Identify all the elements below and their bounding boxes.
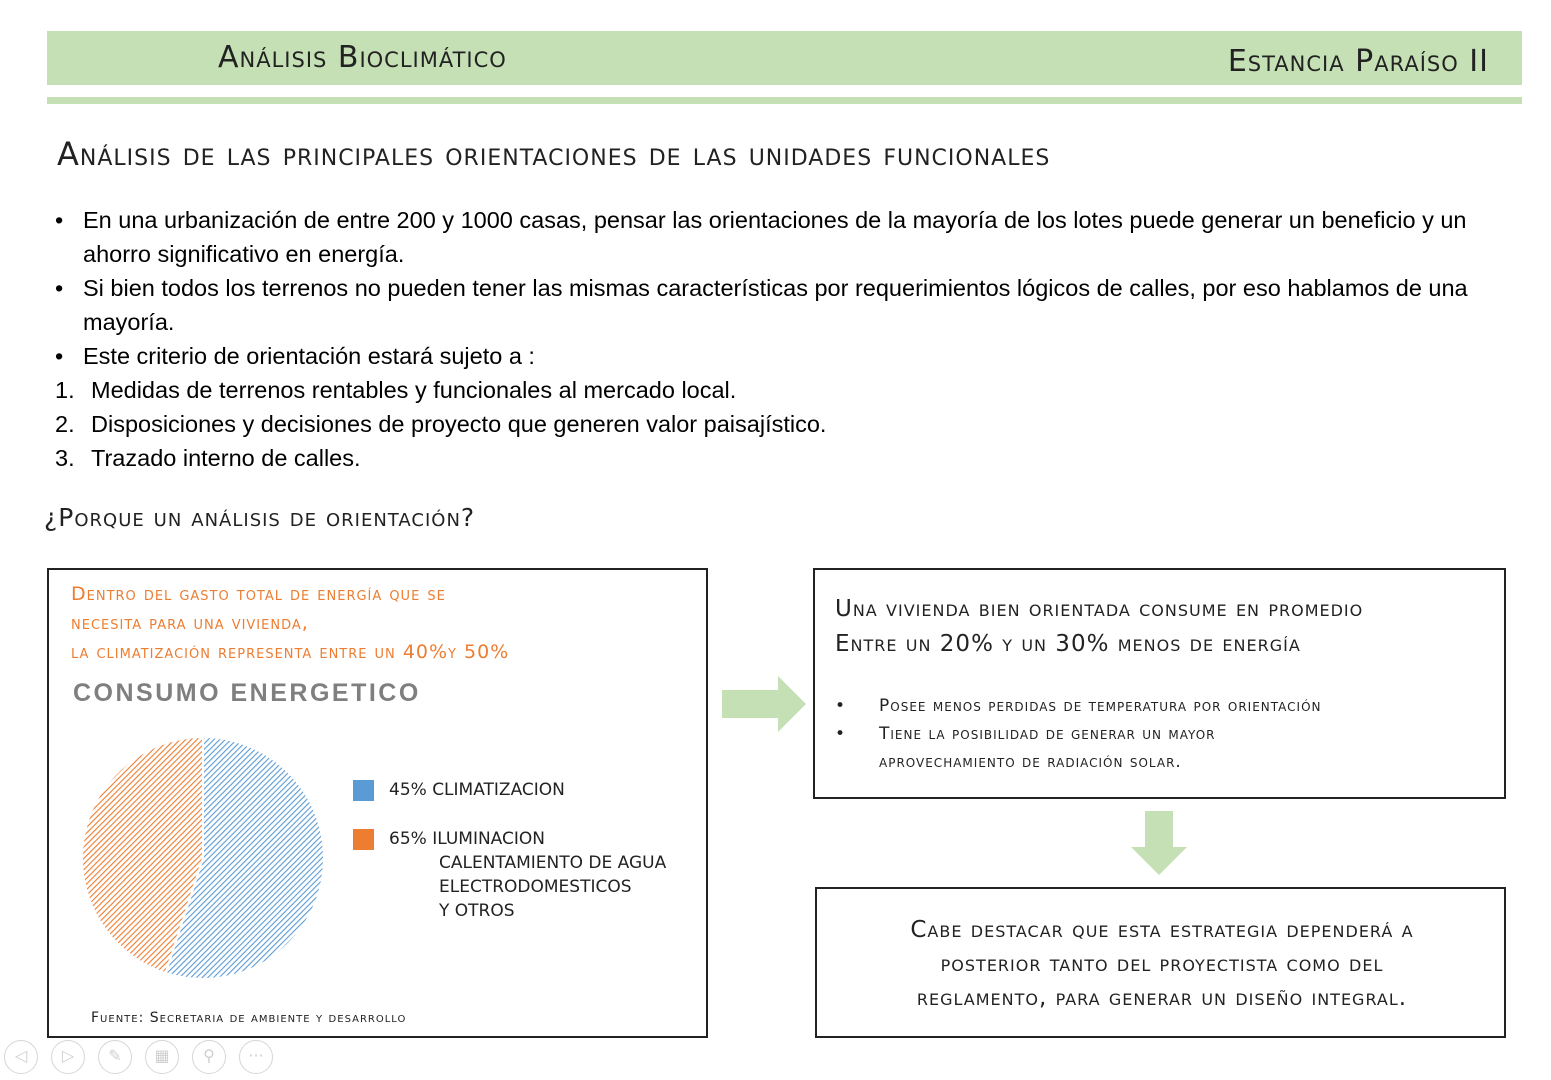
conclusion-box (815, 887, 1506, 1038)
bullet-item: • Este criterio de orientación estará sujeto a : (55, 339, 1515, 373)
source-note: Fuente: Secretaria de ambiente y desarrollo (91, 1010, 407, 1026)
more-options-icon[interactable]: ··· (239, 1040, 273, 1074)
previous-slide-icon[interactable]: ◁ (4, 1040, 38, 1074)
header-right-title: Estancia Paraíso II (1227, 44, 1489, 79)
chart-title: CONSUMO ENERGETICO (73, 679, 421, 707)
bullet-item: • En una urbanización de entre 200 y 1000 casas, pensar las orientaciones de la mayoría de los lotes puede generar un beneficio y un ahorro significativo en energía. (55, 203, 1515, 271)
bullet-icon: • (55, 343, 64, 369)
bullet-icon: • (55, 275, 64, 301)
zoom-icon[interactable]: ⚲ (192, 1040, 226, 1074)
pie-chart (49, 570, 706, 1036)
next-slide-icon[interactable]: ▷ (51, 1040, 85, 1074)
bullet-item: • Si bien todos los terrenos no pueden tener las mismas características por requerimientos lógicos de calles, por eso hablamos de una mayoría. (55, 271, 1515, 339)
header-left-title: Análisis Bioclimático (218, 40, 507, 75)
bullet-icon: • (835, 724, 847, 744)
intro-list (55, 203, 1515, 475)
legend-swatch-blue (353, 780, 374, 801)
slides-grid-icon[interactable]: ▦ (145, 1040, 179, 1074)
energy-note: Dentro del gasto total de energía que se necesita para una vivienda, la climatización representa entre un 40%y 50% (71, 583, 510, 663)
section-heading: ¿Porque un análisis de orientación? (44, 503, 476, 532)
energy-consumption-box (47, 568, 708, 1038)
benefit-list (835, 692, 1322, 776)
numbered-item: 3. Trazado interno de calles. (55, 445, 361, 471)
page-title: Análisis de las principales orientaciones de las unidades funcionales (57, 135, 1051, 173)
pen-icon[interactable]: ✎ (98, 1040, 132, 1074)
bullet-icon: • (55, 207, 64, 233)
legend-item-iluminacion: 65% ILUMINACION CALENTAMIENTO DE AGUA ELECTRODOMESTICOS Y OTROS (353, 827, 666, 923)
benefit-item: • Posee menos perdidas de temperatura por orientación (835, 692, 1322, 720)
legend-swatch-orange (353, 829, 374, 850)
benefit-heading: Una vivienda bien orientada consume en promedio Entre un 20% y un 30% menos de energía (835, 596, 1364, 657)
bullet-icon: • (835, 696, 847, 716)
numbered-item: 2. Disposiciones y decisiones de proyecto que generen valor paisajístico. (55, 411, 827, 437)
legend-item-climatizacion: 45% CLIMATIZACION (353, 778, 565, 802)
arrow-down-icon (1131, 811, 1187, 875)
header-divider (47, 97, 1522, 104)
benefit-item: • Tiene la posibilidad de generar un mayor aprovechamiento de radiación solar. (835, 720, 1322, 776)
orientation-benefit-box (813, 568, 1506, 799)
arrow-right-icon (722, 676, 806, 732)
conclusion-text: Cabe destacar que esta estrategia dependerá a posterior tanto del proyectista como del reglamento, para generar un diseño integral. (910, 917, 1414, 1011)
numbered-item: 1. Medidas de terrenos rentables y funcionales al mercado local. (55, 377, 737, 403)
